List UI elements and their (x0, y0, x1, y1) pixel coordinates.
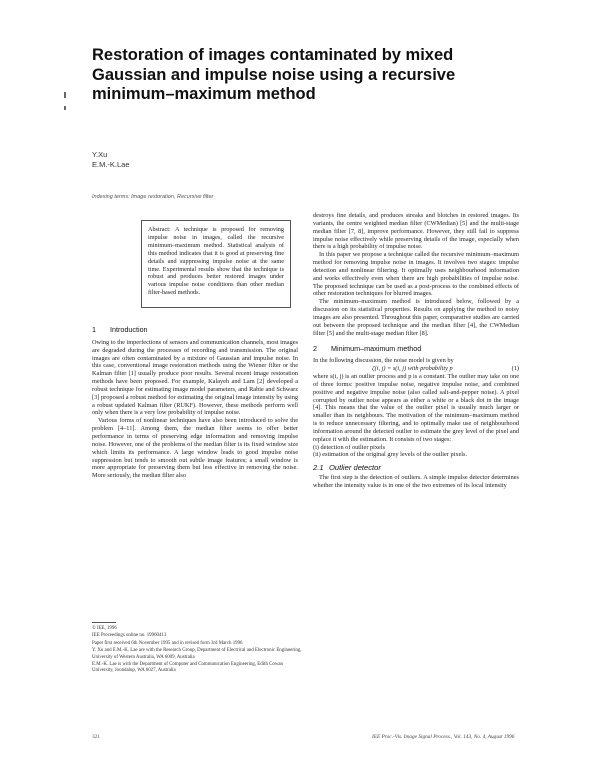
equation-number: (1) (511, 365, 519, 373)
list-item: (i) detection of outlier pixels (313, 443, 386, 451)
abstract-box: Abstract: A technique is proposed for removing impulse noise in images, called the recursive minimum–maximum method. Statistical analysis of this method indicates that it is good at preserving fine details and suppressing impulse noise at the same time. Experimental results show that the technique is robust and produces better restored images under various impulse noise conditions than other median filter-based methods. (141, 220, 291, 308)
footnote: IEE Proceedings online no. 19960413 (92, 633, 167, 639)
footnote: Y. Xu and E.M.-K. Lae are with the Research Group, Department of Electrical and Electronic Engineering, University of Western Australia, WA 6009, Australia (92, 648, 302, 660)
page-number: 321 (92, 734, 100, 740)
author-name: Y.Xu (92, 150, 108, 159)
section-title: Minimum–maximum method (331, 343, 422, 353)
right-column (313, 212, 519, 730)
left-column (92, 322, 298, 612)
margin-mark (64, 106, 66, 110)
section-number: 2 (313, 343, 317, 353)
footnote-rule (92, 622, 116, 623)
section-number: 1 (92, 325, 96, 334)
paper-title: Restoration of images contaminated by mixed Gaussian and impulse noise using a recursive minimum–maximum method (92, 46, 456, 103)
subsection-heading-outlier (313, 464, 519, 472)
footnotes (92, 622, 302, 676)
indexing-terms: Indexing terms: Image restoration, Recursive filter (92, 194, 214, 200)
footnote: Paper first received 6th November 1995 and in revised form 3rd March 1996 (92, 640, 243, 646)
author-list (92, 150, 130, 169)
paragraph: In the following discussion, the noise model is given by (313, 357, 454, 365)
journal-citation: IEE Proc.-Vis. Image Signal Process., Vol. 143, No. 4, August 1996 (372, 734, 515, 740)
section-heading-minmax (313, 345, 519, 353)
section-title: Introduction (110, 325, 148, 334)
paragraph: destroys fine details, and produces streaks and blotches in restored images. Its variants, the centre weighted median filter (CWMedian) [5] and the multi-stage median filter [7, 8], improve performance. However, they still fail to suppress impulse noise effectively while preserving details of the image, especially when there is a high probability of impulse noise. (313, 212, 519, 251)
equation-1 (313, 365, 519, 373)
subsection-number: 2.1 (313, 463, 324, 473)
subsection-title: Outlier detector (329, 463, 381, 473)
paragraph: Owing to the imperfections of sensors and communication channels, most images are degraded during the processes of recording and transmission. The original images are often contaminated by a mixture of Gaussian and impulse noise. In this case, conventional image restoration methods using the Wiener filter or the Kalman filter [1] usually produce poor results. Several recent image restoration methods have been proposed. For example, Kalayeh and Lam [2] developed a robust technique for estimating image model parameters, and Rabie and Schwarz [3] proposed a robust method for estimating the original image intensity by using a robust updated Kalman filter (RUKF). However, these methods perform well only when there is a very low probability of impulse noise. (92, 338, 298, 417)
equation-body: ζ(i, j) = s(i, j) with probability p (372, 365, 453, 373)
margin-mark (64, 92, 66, 98)
paragraph: Various forms of nonlinear techniques have also been introduced to solve the problem [4–11]. Among them, the median filter seems to offer better performance in terms of preserving edge information and removing impulse noise. However, one of the problems of the median filter is its fixed window size which limits its performance. A large window leads to good impulse noise suppression but tends to smooth out subtle image features; a small window is more appropriate for preserving them but less effective in removing the noise. More seriously, the median filter also (92, 417, 298, 480)
paragraph: The first step is the detection of outliers. A simple impulse detector determines whether the intensity value is in one of the two extremes of its local intensity (313, 474, 519, 489)
paragraph: In this paper we propose a technique called the recursive minimum–maximum method for removing impulse noise in images. It involves two stages: impulse detection and nonlinear filtering. It optimally uses neighbourhood information and works effectively even when there are high probabilities of impulse noise. The proposed technique can be used as a post-process to the combined effects of other restoration techniques for blurred images. (313, 251, 519, 298)
footnote: © IEE, 1996 (92, 626, 117, 631)
section-heading-introduction (92, 326, 298, 334)
paragraph: The minimum–maximum method is introduced below, followed by a discussion on its statistical properties. Results on applying the method to noisy images are also presented. Throughout this paper, comparative studies are carried out between the proposed technique and the median filter [4], the CWMedian filter [5] and the multi-stage median filter [8]. (313, 298, 519, 337)
list-item: (ii) estimation of the original grey levels of the outlier pixels. (313, 451, 468, 459)
paragraph: where s(i, j) is an outlier process and p is a constant. The outlier may take on one of three forms: positive impulse noise, negative impulse noise, and combined positive and negative impulse noise (also called salt-and-pepper noise). A pixel corrupted by outlier noise appears as either a white or a black dot in the image [4]. This means that the value of the outlier pixel is usually much larger or smaller than its neighbours. The motivation of the minimum–maximum method is to reduce unnecessary filtering, and to optimally make use of neighbourhood information around the detected outlier to estimate the grey level of the pixel and replace it with the estimation. It consists of two stages: (313, 373, 519, 443)
author-name: E.M.-K.Lae (92, 159, 130, 169)
footnote: E.M.-K. Lae is with the Department of Computer and Communication Engineering, Edith Cowan University, Joondalup, WA 6027, Australia (92, 662, 283, 674)
